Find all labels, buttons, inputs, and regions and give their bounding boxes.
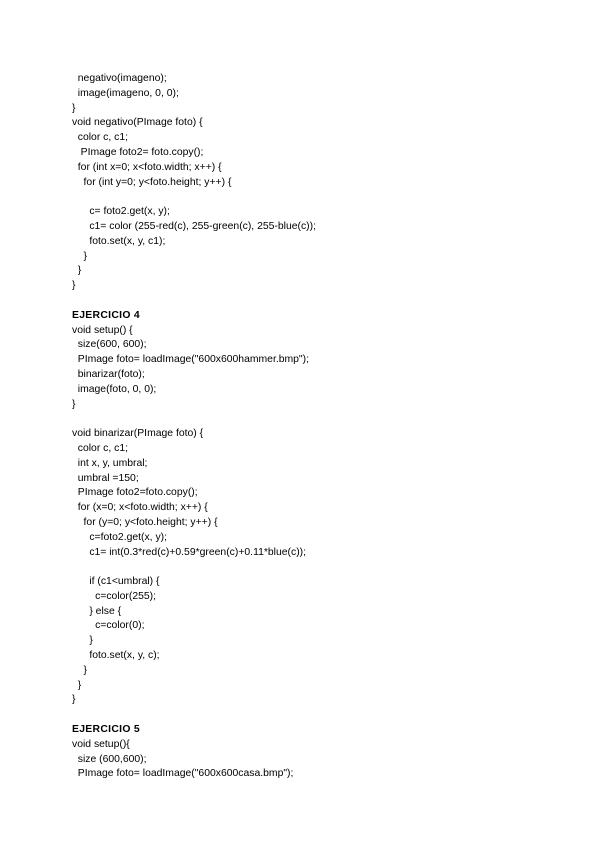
code-line: c=color(255);: [72, 590, 157, 602]
code-line: c= foto2.get(x, y);: [72, 206, 170, 218]
code-line: negativo(imageno);: [72, 73, 167, 84]
code-line: color c, c1;: [72, 442, 129, 454]
code-line: }: [72, 694, 76, 706]
code-line: image(imageno, 0, 0);: [72, 87, 179, 99]
code-line: }: [72, 635, 93, 647]
code-line: PImage foto= loadImage("600x600hammer.bmp");: [72, 354, 309, 366]
code-line: }: [72, 679, 82, 691]
code-line: foto.set(x, y, c);: [72, 650, 160, 662]
code-line: }: [72, 280, 76, 292]
code-line: [72, 294, 572, 309]
code-line: [72, 412, 572, 427]
code-line: image(foto, 0, 0);: [72, 383, 157, 395]
code-line: void setup(){: [72, 738, 130, 750]
code-line: c1= int(0.3*red(c)+0.59*green(c)+0.11*blue(c));: [72, 546, 307, 558]
code-line: for (int x=0; x<foto.width; x++) {: [72, 161, 222, 173]
code-line: }: [72, 398, 76, 410]
code-line: void binarizar(PImage foto) {: [72, 428, 204, 440]
code-line: PImage foto2= foto.copy();: [72, 146, 204, 158]
code-line: }: [72, 265, 82, 277]
code-line: [72, 190, 572, 205]
code-line: } else {: [72, 605, 122, 617]
code-line: for (y=0; y<foto.height; y++) {: [72, 516, 218, 528]
code-line: [72, 708, 572, 723]
code-line: umbral =150;: [72, 472, 139, 484]
code-listing: [72, 72, 572, 782]
code-line: for (x=0; x<foto.width; x++) {: [72, 502, 208, 514]
code-line: size(600, 600);: [72, 339, 147, 351]
code-line: c=foto2.get(x, y);: [72, 531, 167, 543]
code-line: size (600,600);: [72, 753, 147, 765]
code-line: c=color(0);: [72, 620, 145, 632]
code-line: }: [72, 250, 88, 262]
code-line: if (c1<umbral) {: [72, 576, 160, 588]
code-line: for (int y=0; y<foto.height; y++) {: [72, 176, 232, 188]
code-line: c1= color (255-red(c), 255-green(c), 255-blue(c));: [72, 220, 316, 232]
section-heading: EJERCICIO 4: [72, 309, 140, 321]
code-line: color c, c1;: [72, 132, 129, 144]
code-line: foto.set(x, y, c1);: [72, 235, 166, 247]
code-line: binarizar(foto);: [72, 368, 145, 380]
code-line: }: [72, 102, 76, 114]
code-line: int x, y, umbral;: [72, 457, 148, 469]
code-line: PImage foto= loadImage("600x600casa.bmp");: [72, 768, 294, 780]
section-heading: EJERCICIO 5: [72, 724, 140, 736]
code-line: PImage foto2=foto.copy();: [72, 487, 198, 499]
code-line: void setup() {: [72, 324, 133, 336]
code-line: }: [72, 664, 88, 676]
code-line: [72, 560, 572, 575]
code-line: void negativo(PImage foto) {: [72, 117, 203, 129]
